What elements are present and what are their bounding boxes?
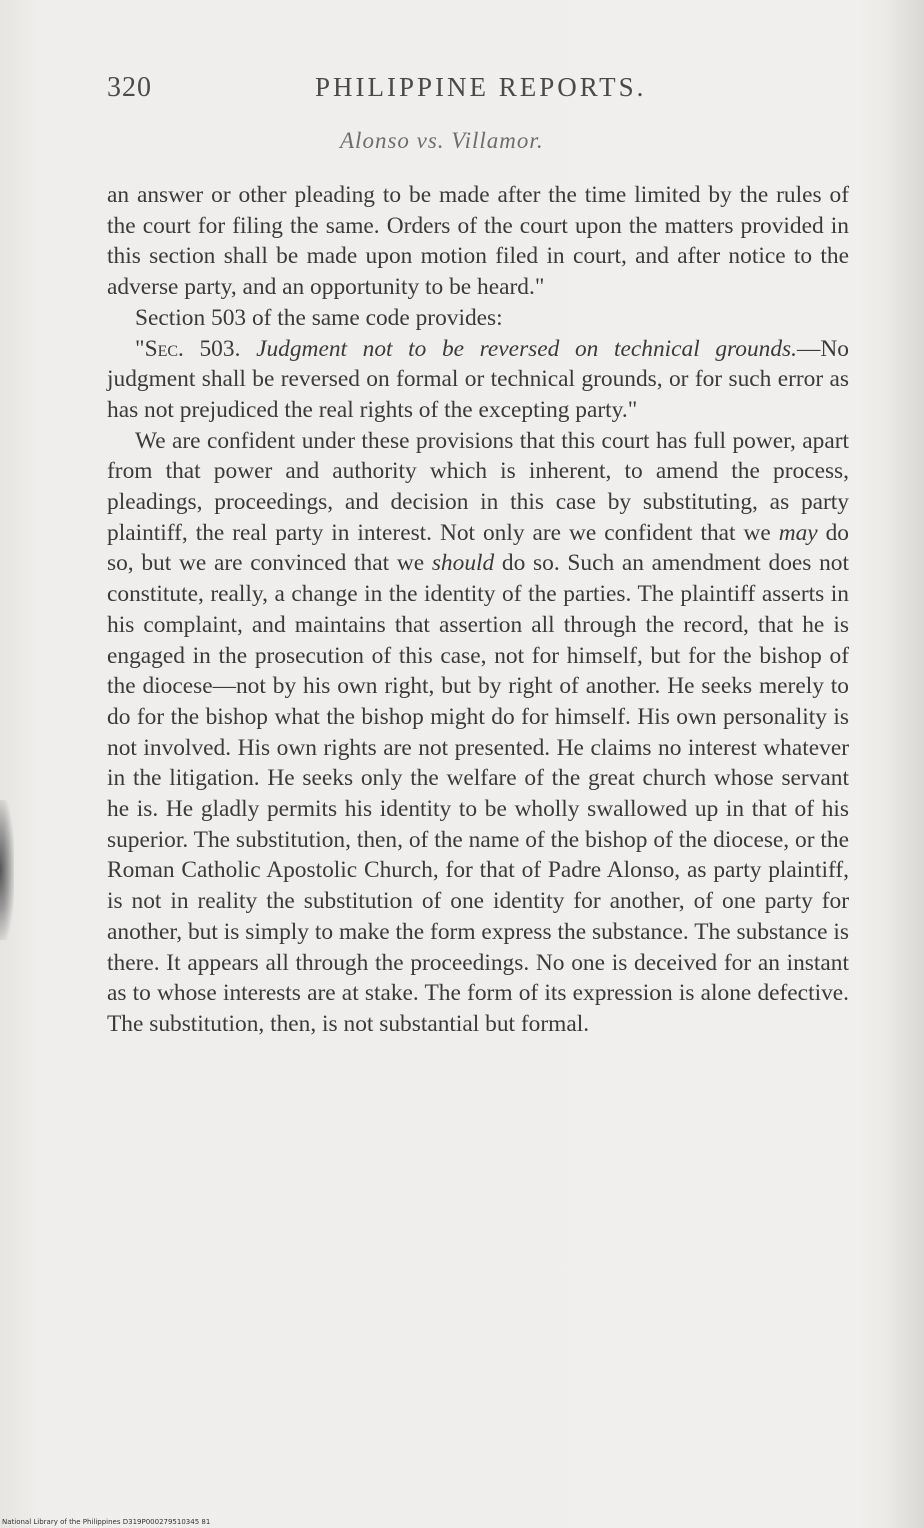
running-title: PHILIPPINE REPORTS. (315, 72, 647, 102)
section-text: —No judgment shall be reversed on formal or technical grounds, or for such error as has not prejudiced the real rights of the excepting party." (107, 335, 849, 423)
footer-source: National Library of the Philippines (2, 1518, 121, 1526)
paragraph-4-part-2: do so, but we are convinced that we (107, 519, 849, 577)
paragraph-4 (107, 426, 849, 1040)
case-title: Alonso vs. Villamor. (340, 128, 544, 153)
binding-shadow (0, 800, 14, 940)
paragraph-1: an answer or other pleading to be made after the time limited by the rules of the court for filing the same. Orders of the court upon the matters provided in this section shall be made upon motion filed in court, and after notice to the adverse party, and an opportunity to be heard." (107, 182, 849, 301)
section-label: Sec. 503. (144, 335, 241, 362)
page-gutter-shade (884, 0, 924, 1528)
running-head (107, 70, 849, 114)
scan-footer (2, 1518, 210, 1526)
footer-id: D319P000279510345 81 (122, 1518, 211, 1526)
section-heading: Judgment not to be reversed on technical grounds. (256, 335, 798, 362)
body-text (107, 180, 849, 1040)
paragraph-2: Section 503 of the same code provides: (135, 304, 503, 331)
quote-open: " (135, 335, 145, 362)
paragraph-4-part-3: do so. Such an amendment does not constitute, really, a change in the identity of the parties. The plaintiff asserts in his complaint, and maintains that assertion all through the record, that he is engaged in the prosecution of this case, not for himself, but for the bishop of the diocese—not by his own right, but by right of another. He seeks merely to do for the bishop what the bishop might do for himself. His own personality is not involved. His own rights are not presented. He claims no interest whatever in the litigation. He seeks only the welfare of the great church whose servant he is. He gladly permits his identity to be wholly swallowed up in that of his superior. The substitution, then, of the name of the bishop of the diocese, or the Roman Catholic Apostolic Church, for that of Padre Alonso, as party plaintiff, is not in reality the substitution of one identity for another, of one party for another, but is simply to make the form express the substance. The substance is there. It appears all through the proceedings. No one is deceived for an instant as to whose interests are at stake. The form of its expression is alone defective. The substitution, then, is not substantial but formal. (107, 550, 849, 1037)
emphasis-may: may (778, 519, 818, 546)
emphasis-should: should (431, 550, 495, 577)
paragraph-4-part-1: We are confident under these provisions that this court has full power, apart from that power and authority which is inherent, to amend the process, pleadings, proceedings, and decision in this case by substituting, as party plaintiff, the real party in interest. Not only are we confident that we (107, 427, 849, 546)
paragraph-3 (107, 334, 849, 426)
page-number: 320 (107, 72, 152, 103)
